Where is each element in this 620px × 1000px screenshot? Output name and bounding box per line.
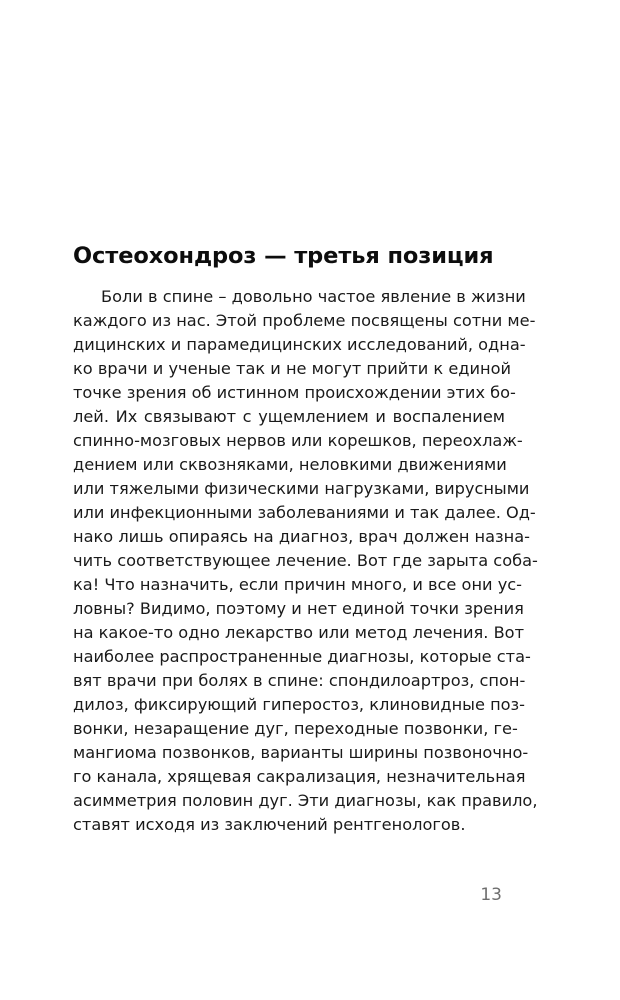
text-line: ловны? Видимо, поэтому и нет единой точки зрения [73,599,524,618]
text-line: дилоз, фиксирующий гиперостоз, клиновидные поз- [73,695,526,714]
text-line: мангиома позвонков, варианты ширины позвоночно- [73,743,529,762]
text-line: каждого из нас. Этой проблеме посвящены сотни ме- [73,311,536,330]
text-line: вят врачи при болях в спине: спондилоартроз, спон- [73,671,526,690]
page-number: 13 [480,885,502,905]
text-line: го канала, хрящевая сакрализация, незначительная [73,767,526,786]
text-line: вонки, незаращение дуг, переходные позвонки, ге- [73,719,518,738]
text-line: нако лишь опираясь на диагноз, врач должен назна- [73,527,531,546]
section-heading: Остеохондроз — третья позиция [73,243,494,269]
text-line: наиболее распространенные диагнозы, которые ста- [73,647,531,666]
body-paragraph [73,285,538,837]
text-line: на какое-то одно лекарство или метод лечения. Вот [73,623,525,642]
text-line: дением или сквозняками, неловкими движениями [73,455,507,474]
text-line: асимметрия половин дуг. Эти диагнозы, как правило, [73,791,538,810]
text-line: или инфекционными заболеваниями и так далее. Од- [73,503,536,522]
text-line: спинно-мозговых нервов или корешков, переохлаж- [73,431,523,450]
text-line: лей. Их связывают с ущемлением и воспалением [73,407,505,426]
text-line: ставят исходя из заключений рентгенологов. [73,815,466,834]
text-line: или тяжелыми физическими нагрузками, вирусными [73,479,530,498]
text-line: ко врачи и ученые так и не могут прийти к единой [73,359,512,378]
text-line: чить соответствующее лечение. Вот где зарыта соба- [73,551,538,570]
text-line: точке зрения об истинном происхождении этих бо- [73,383,516,402]
text-line: дицинских и парамедицинских исследований, одна- [73,335,526,354]
text-line: Боли в спине – довольно частое явление в жизни [101,287,526,306]
text-line: ка! Что назначить, если причин много, и все они ус- [73,575,523,594]
